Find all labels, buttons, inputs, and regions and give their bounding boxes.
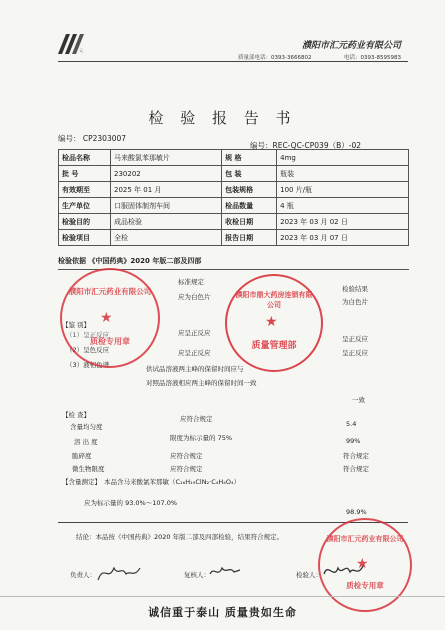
microbial-limit-label: 微生物限度	[72, 465, 105, 473]
seal-subtext: 质检专用章	[90, 337, 130, 346]
logo-text: 汇 元	[74, 48, 84, 53]
standard-header: 标准规定	[178, 278, 204, 286]
company-name: 濮阳市汇元药业有限公司	[302, 41, 402, 51]
check-label: 【检 查】	[62, 411, 91, 419]
content-uniformity-result: 5.4	[346, 420, 357, 428]
identification-3-standard-line1: 供试品溶液两主峰的保留时间应与	[146, 365, 244, 373]
info-value: 2023 年 03 月 02 日	[277, 214, 409, 230]
test-basis-text: 检验依据 《中国药典》2020 年版二部及四部	[58, 257, 202, 265]
info-label: 收检日期	[222, 214, 277, 230]
signature-label-2: 复核人：	[184, 571, 210, 579]
identification-label: 【鉴 别】	[62, 321, 91, 329]
identification-2-standard: 应呈正反应	[178, 329, 211, 337]
info-value: 全检	[111, 230, 222, 246]
seal-subtext: 质检专用章	[346, 581, 384, 590]
info-value: 230202	[111, 166, 222, 182]
friability-standard: 应符合规定	[170, 452, 203, 460]
info-label: 生产单位	[59, 198, 111, 214]
quality-seal-center	[225, 274, 323, 372]
seal-subtext: 质量管理部	[251, 341, 297, 351]
info-label: 检品名称	[59, 150, 111, 166]
info-value: 4 瓶	[277, 198, 409, 214]
info-value: 口服固体制剂车间	[111, 198, 222, 214]
document-number: 编号： CP2303007	[58, 134, 127, 143]
info-label: 包装规格	[222, 182, 277, 198]
form-number: 编号：REC-QC-CP039（B）-02	[250, 141, 361, 150]
identification-2-result: 呈正反应	[342, 335, 368, 343]
table-row	[59, 182, 409, 198]
phone: 电话：0393-8595983	[344, 55, 401, 61]
table-row	[59, 150, 409, 166]
seal-star: ★	[100, 310, 113, 326]
info-value: 瓶装	[277, 166, 409, 182]
content-uniformity-label: 含量均匀度	[70, 423, 103, 431]
assay-result: 98.9%	[346, 508, 367, 516]
info-value: 4mg	[277, 150, 409, 166]
identification-3-standard-line2: 对照品溶液相应两主峰的保留时间一致	[146, 379, 257, 387]
info-value: 2025 年 01 月	[111, 182, 222, 198]
seal-text: 濮阳市汇元药业有限公司	[326, 535, 404, 543]
quality-seal-left	[60, 268, 160, 368]
identification-1-result: 呈正反应	[342, 349, 368, 357]
identification-3: （3）液相色谱	[66, 361, 110, 369]
page-title: 检 验 报 告 书	[148, 109, 297, 127]
info-label: 检验项目	[59, 230, 111, 246]
table-row	[59, 230, 409, 246]
assay-label: 【含量测定】	[62, 478, 101, 486]
info-label: 批 号	[59, 166, 111, 182]
info-value: 100 片/瓶	[277, 182, 409, 198]
header-divider	[58, 61, 408, 62]
table-row	[59, 198, 409, 214]
footer-slogan: 诚信重于泰山 质量贵如生命	[148, 606, 297, 619]
assay-standard: 应为标示量的 93.0%～107.0%	[84, 499, 177, 507]
friability-label: 脆碎度	[72, 452, 92, 460]
seal-text: 濮阳市汇元药业有限公司	[68, 287, 152, 296]
seal-text: 濮阳市鼎大药房连锁有限公司	[235, 291, 313, 309]
identification-1: （1）呈正反应	[66, 331, 110, 339]
info-value: 2023 年 03 月 07 日	[277, 230, 409, 246]
dissolution-label: 溶 出 度	[74, 438, 98, 446]
table-row	[59, 214, 409, 230]
signature-handwritten-2	[208, 562, 242, 584]
conclusion: 结论：本品按《中国药典》2020 年版二部及四部检验，结果符合规定。	[76, 533, 284, 541]
info-label: 检验目的	[59, 214, 111, 230]
info-label: 检品数量	[222, 198, 277, 214]
footer-divider	[0, 596, 445, 597]
quality-phone: 质量部电话：0393-3666802	[238, 55, 312, 61]
signature-handwritten-1	[96, 562, 142, 588]
quality-seal-right	[318, 518, 412, 612]
identification-3-result: 一致	[352, 396, 365, 404]
friability-result: 符合规定	[343, 452, 369, 460]
info-label: 包 装	[222, 166, 277, 182]
signature-label-3: 检验人：	[296, 571, 322, 579]
info-label: 有效期至	[59, 182, 111, 198]
info-value: 成品检验	[111, 214, 222, 230]
signature-label-1: 负责人：	[70, 571, 96, 579]
dissolution-result: 99%	[346, 437, 361, 445]
result-header: 检验结果	[342, 285, 368, 293]
info-table	[58, 149, 409, 246]
microbial-limit-standard: 应符合规定	[170, 465, 203, 473]
seal-star: ★	[356, 556, 369, 572]
assay-text: 本品含马来酸氯苯那敏（C₁₆H₁₉ClN₂·C₄H₄O₄）	[104, 478, 241, 486]
seal-star: ★	[265, 314, 278, 330]
identification-1-standard: 应呈正反应	[178, 349, 211, 357]
content-uniformity-standard: 应符合规定	[180, 415, 213, 423]
dissolution-standard: 限度为标示量的 75%	[170, 434, 233, 442]
identification-2: （2）呈色反应	[66, 346, 110, 354]
appearance-result: 为白色片	[342, 298, 368, 306]
info-value: 马来酸氯苯那敏片	[111, 150, 222, 166]
info-label: 规 格	[222, 150, 277, 166]
info-label: 报告日期	[222, 230, 277, 246]
microbial-limit-result: 符合规定	[343, 465, 369, 473]
appearance-standard: 应为白色片	[178, 293, 211, 301]
table-row	[59, 166, 409, 182]
